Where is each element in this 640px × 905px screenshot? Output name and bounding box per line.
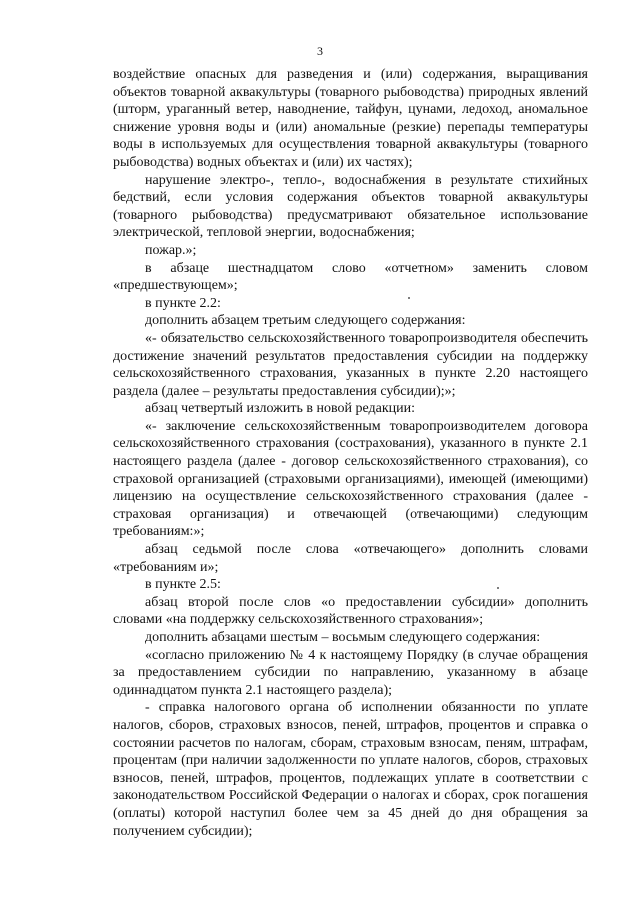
paragraph-8: абзац четвертый изложить в новой редакции: [145, 401, 415, 417]
paragraph-13: дополнить абзацами шестым – восьмым следующего содержания: [145, 630, 541, 645]
page-number: 3 [317, 44, 323, 58]
paragraph-12: абзац второй после слов «о предоставлении субсидии» дополнить словами «на поддержку сельскохозяйственного страхования»; [113, 594, 588, 628]
paragraph-5: в пункте 2.2: [145, 295, 221, 311]
paragraph-3: пожар.»; [145, 242, 197, 258]
paragraph-6: дополнить абзацем третьим следующего содержания: [145, 313, 466, 329]
paragraph-14: «согласно приложению № 4 к настоящему Порядку (в случае обращения за предоставлением субсидии по направлению, указанному в абзаце одиннадцатом пункта 2.1 настоящего раздела); [113, 647, 588, 698]
scan-speck [497, 587, 499, 589]
paragraph-9: «- заключение сельскохозяйственным товаропроизводителем договора сельскохозяйственного страхования (сострахования), указанного в пункте 2.1 настоящего раздела (далее - договор сельскохозяйственного страхования), со страховой организацией (страховыми организациями), имеющей (имеющими) лицензию на осуществление сельскохозяйственного страхования (далее - страховая организация) и отвечающей (отвечающими) следующим требованиям:»; [113, 418, 588, 540]
paragraph-15: - справка налогового органа об исполнении обязанности по уплате налогов, сборов, страховых взносов, пеней, штрафов, процентов и справка о состоянии расчетов по налогам, сборам, страховым взносам, пеням, штрафам, процентам (при наличии задолженности по уплате налогов, сборов, страховых взносов, пеней, штрафов, процентов, подлежащих уплате в соответствии с законодательством Российской Федерации о налогах и сборах, срок погашения (оплаты) которой наступил более чем за 45 дней до дня обращения за получением субсидии); [113, 700, 588, 839]
paragraph-4: в абзаце шестнадцатом слово «отчетном» заменить словом «предшествующем»; [113, 260, 588, 294]
paragraph-2: нарушение электро-, тепло-, водоснабжения в результате стихийных бедствий, если условия содержания объектов товарной аквакультуры (товарного рыбоводства) предусматривают обязательное использование электрической, тепловой энергии, водоснабжения; [113, 172, 588, 241]
document-body [113, 66, 588, 840]
paragraph-10: абзац седьмой после слова «отвечающего» дополнить словами «требованиям и»; [113, 542, 588, 575]
scan-speck [408, 297, 410, 299]
paragraph-7: «- обязательство сельскохозяйственного товаропроизводителя обеспечить достижение значений результатов предоставления субсидии на поддержку сельскохозяйственного страхования, указанных в пункте 2.20 настоящего раздела (далее – результаты предоставления субсидии);»; [113, 330, 588, 399]
paragraph-1: воздействие опасных для разведения и (или) содержания, выращивания объектов товарной аквакультуры (товарного рыбоводства) природных явлений (шторм, ураганный ветер, наводнение, тайфун, цунами, ледоход, аномальное снижение уровня воды и (или) аномальные (резкие) перепады температуры воды в используемых для осуществления товарной аквакультуры (товарного рыбоводства) водных объектах и (или) их частях); [113, 67, 588, 170]
paragraph-11: в пункте 2.5: [145, 577, 221, 593]
